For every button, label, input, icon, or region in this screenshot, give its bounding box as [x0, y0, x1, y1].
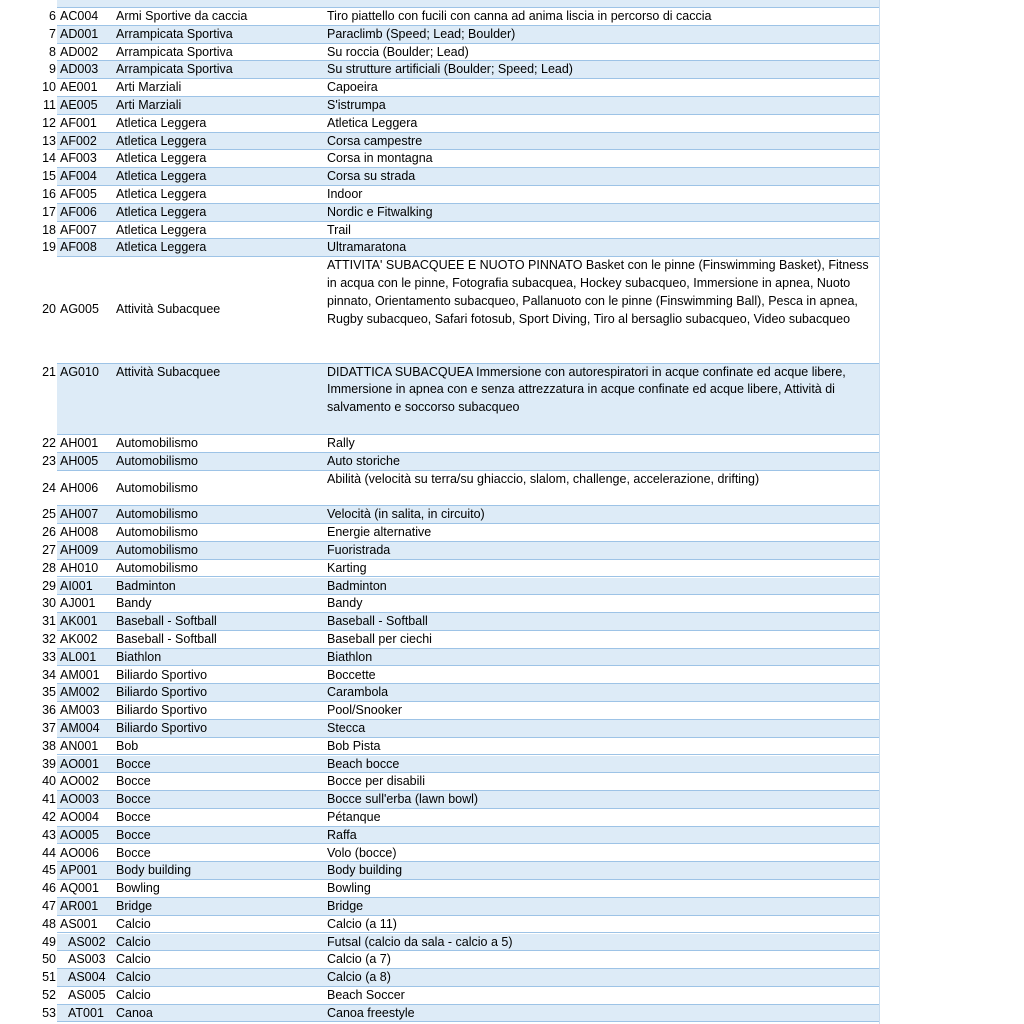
category-cell: Atletica Leggera	[116, 187, 207, 201]
category-cell: Arti Marziali	[116, 98, 182, 112]
code-cell: AS005	[68, 987, 106, 1002]
description-cell: Corsa in montagna	[327, 151, 433, 166]
description-cell: Canoa freestyle	[327, 1005, 415, 1020]
category-cell: Calcio	[116, 952, 151, 967]
table-row	[0, 987, 1024, 1005]
row-number: 42	[42, 809, 56, 824]
table-row	[0, 1005, 1024, 1023]
code-cell: AF005	[60, 187, 97, 201]
table-row	[0, 204, 1024, 222]
code-cell: AK002	[60, 631, 98, 646]
row-number: 50	[42, 952, 56, 967]
description-cell: DIDATTICA SUBACQUEA Immersione con autorespiratori in acque confinate ed acque libere, Immersione in apnea con e senza attrezzatura in acque confinate ed acque libere, Attività di salvamento e soccorso subacqueo	[327, 364, 846, 415]
description-cell: ATTIVITA' SUBACQUEE E NUOTO PINNATO Basket con le pinne (Finswimming Basket), Fitness in acqua con le pinne, Fotografia subacquea, Hockey subacqueo, Immersione in apnea, Nuoto pinnato, Orientamento subacqueo, Pallanuoto con le pinne (Finswimming Ball), Pesca in apnea, Rugby subacqueo, Safari fotosub, Sport Diving, Tiro al bersaglio subacqueo, Video subacqueo	[327, 258, 869, 326]
code-cell: AT001	[68, 1005, 104, 1020]
description-cell: Velocità (in salita, in circuito)	[327, 507, 485, 522]
description-cell: Bridge	[327, 898, 364, 913]
row-number: 15	[42, 169, 56, 184]
table-row	[0, 809, 1024, 827]
row-number: 48	[42, 916, 56, 931]
table-row	[0, 150, 1024, 168]
category-cell: Automobilismo	[116, 507, 198, 522]
code-cell: AF006	[60, 204, 97, 219]
description-cell: Raffa	[327, 827, 357, 842]
row-number: 17	[42, 204, 56, 219]
description-cell: Beach bocce	[327, 756, 400, 771]
row-number: 51	[42, 970, 56, 985]
row-number: 53	[42, 1005, 56, 1020]
category-cell: Automobilismo	[116, 560, 198, 575]
row-number: 47	[42, 898, 56, 913]
row-number: 16	[42, 187, 56, 201]
code-cell: AO004	[60, 809, 99, 824]
description-cell: Atletica Leggera	[327, 115, 418, 130]
row-number: 35	[42, 685, 56, 700]
table-row	[0, 898, 1024, 916]
table-row	[0, 845, 1024, 863]
table-row	[0, 631, 1024, 649]
table-row	[0, 8, 1024, 26]
table-row	[0, 684, 1024, 702]
row-number: 36	[42, 703, 56, 718]
category-cell: Bocce	[116, 774, 151, 789]
description-cell: Su strutture artificiali (Boulder; Speed; Lead)	[327, 62, 573, 77]
table-row	[0, 186, 1024, 204]
category-cell: Biathlon	[116, 649, 162, 664]
row-number: 11	[43, 98, 56, 112]
table-row	[0, 791, 1024, 809]
code-cell: AF007	[60, 222, 97, 237]
table-row	[0, 702, 1024, 720]
row-number: 13	[42, 133, 56, 148]
category-cell: Automobilismo	[116, 542, 198, 557]
category-cell: Badminton	[116, 578, 176, 593]
description-cell: Boccette	[327, 667, 376, 682]
description-cell: Biathlon	[327, 649, 373, 664]
code-cell: AP001	[60, 863, 98, 878]
row-number: 10	[42, 80, 56, 95]
table-row	[0, 613, 1024, 631]
table-row	[0, 756, 1024, 774]
code-cell: AQ001	[60, 881, 99, 896]
code-cell: AF008	[60, 240, 97, 255]
table-row	[0, 720, 1024, 738]
row-number: 25	[42, 507, 56, 522]
row-number: 31	[42, 614, 56, 629]
category-cell: Armi Sportive da caccia	[116, 9, 248, 23]
description-cell: Energie alternative	[327, 525, 432, 540]
code-cell: AR001	[60, 898, 99, 913]
category-cell: Bridge	[116, 898, 153, 913]
table-row	[0, 26, 1024, 44]
row-number: 18	[42, 222, 56, 237]
code-cell: AE001	[60, 80, 98, 95]
description-cell: Tiro piattello con fucili con canna ad anima liscia in percorso di caccia	[327, 9, 712, 23]
description-cell: Capoeira	[327, 80, 378, 95]
description-cell: Rally	[327, 436, 355, 451]
category-cell: Bandy	[116, 596, 152, 611]
description-cell: Volo (bocce)	[327, 845, 397, 860]
row-number: 30	[42, 596, 56, 611]
description-cell: Body building	[327, 863, 403, 878]
table-row	[0, 951, 1024, 969]
code-cell: AE005	[60, 98, 98, 112]
table-row	[0, 471, 1024, 507]
row-number: 26	[42, 525, 56, 540]
row-number: 37	[42, 720, 56, 735]
category-cell: Bocce	[116, 827, 151, 842]
code-cell: AD003	[60, 62, 99, 77]
category-cell: Canoa	[116, 1005, 153, 1020]
code-cell: AH001	[60, 436, 99, 451]
row-number: 28	[42, 560, 56, 575]
description-cell: Calcio (a 7)	[327, 952, 391, 967]
category-cell: Automobilismo	[116, 454, 198, 468]
table-row	[0, 524, 1024, 542]
table-row	[0, 115, 1024, 133]
code-cell: AC004	[60, 9, 99, 23]
code-cell: AS003	[68, 952, 106, 967]
description-cell: Ultramaratona	[327, 240, 407, 255]
description-cell: Bocce sull'erba (lawn bowl)	[327, 792, 479, 807]
category-cell: Baseball - Softball	[116, 614, 217, 629]
category-cell: Attività Subacquee	[116, 302, 221, 317]
row-number: 20	[42, 302, 56, 317]
row-number: 41	[42, 792, 56, 807]
row-number: 24	[42, 480, 56, 495]
category-cell: Automobilismo	[116, 436, 198, 451]
description-cell: Badminton	[327, 578, 387, 593]
row-number: 46	[42, 881, 56, 896]
code-cell: AK001	[60, 614, 98, 629]
code-cell: AF002	[60, 133, 97, 148]
code-cell: AO006	[60, 845, 99, 860]
row-number: 38	[42, 738, 56, 753]
table-row	[0, 738, 1024, 756]
description-cell: S'istrumpa	[327, 98, 386, 112]
description-cell: Bocce per disabili	[327, 774, 425, 789]
table-row	[0, 667, 1024, 685]
row-number: 40	[42, 774, 56, 789]
code-cell: AJ001	[60, 596, 96, 611]
category-cell: Calcio	[116, 970, 151, 985]
code-cell: AS004	[68, 970, 106, 985]
code-cell: AF003	[60, 151, 97, 166]
code-cell: AF001	[60, 115, 97, 130]
category-cell: Biliardo Sportivo	[116, 703, 208, 718]
table-row	[0, 239, 1024, 257]
row-number: 19	[42, 240, 56, 255]
description-cell: Carambola	[327, 685, 389, 700]
table-row	[0, 649, 1024, 667]
code-cell: AO002	[60, 774, 99, 789]
table-row	[0, 595, 1024, 613]
code-cell: AF004	[60, 169, 97, 184]
row-number: 52	[42, 987, 56, 1002]
code-cell: AH005	[60, 454, 99, 468]
row-number: 21	[42, 364, 56, 379]
description-cell: Stecca	[327, 720, 366, 735]
description-cell: Baseball - Softball	[327, 614, 428, 629]
table-row	[0, 934, 1024, 952]
category-cell: Atletica Leggera	[116, 204, 207, 219]
table-row	[0, 168, 1024, 186]
table-row	[0, 560, 1024, 578]
table-row	[0, 862, 1024, 880]
category-cell: Atletica Leggera	[116, 169, 207, 184]
description-cell: Su roccia (Boulder; Lead)	[327, 44, 469, 59]
table-row	[0, 257, 1024, 364]
code-cell: AH006	[60, 480, 99, 495]
table-row	[0, 827, 1024, 845]
category-cell: Bowling	[116, 881, 160, 896]
row-number: 14	[42, 151, 56, 166]
table-row	[0, 773, 1024, 791]
table-row	[0, 79, 1024, 97]
description-cell: Corsa campestre	[327, 133, 423, 148]
code-cell: AH008	[60, 525, 99, 540]
description-cell: Bowling	[327, 881, 371, 896]
row-number: 9	[49, 62, 56, 77]
category-cell: Baseball - Softball	[116, 631, 217, 646]
description-cell: Trail	[327, 222, 351, 237]
category-cell: Body building	[116, 863, 192, 878]
code-cell: AN001	[60, 738, 99, 753]
description-cell: Auto storiche	[327, 454, 400, 468]
row-number: 49	[42, 934, 56, 949]
table-row	[0, 97, 1024, 115]
category-cell: Calcio	[116, 934, 151, 949]
description-cell: Bob Pista	[327, 738, 381, 753]
category-cell: Attività Subacquee	[116, 364, 221, 379]
category-cell: Bob	[116, 738, 139, 753]
description-cell: Calcio (a 8)	[327, 970, 391, 985]
description-cell: Fuoristrada	[327, 542, 391, 557]
code-cell: AH009	[60, 542, 99, 557]
category-cell: Atletica Leggera	[116, 151, 207, 166]
row-number: 39	[42, 756, 56, 771]
category-cell: Bocce	[116, 756, 151, 771]
category-cell: Atletica Leggera	[116, 222, 207, 237]
description-cell: Beach Soccer	[327, 987, 405, 1002]
category-cell: Bocce	[116, 845, 151, 860]
row-number: 22	[42, 436, 56, 451]
row-number: 44	[42, 845, 56, 860]
table-right-border	[879, 0, 880, 1024]
table-row	[0, 133, 1024, 151]
description-cell: Indoor	[327, 187, 363, 201]
code-cell: AM003	[60, 703, 100, 718]
category-cell: Arrampicata Sportiva	[116, 44, 233, 59]
code-cell: AI001	[60, 578, 93, 593]
code-cell: AM002	[60, 685, 100, 700]
row-number: 6	[49, 9, 56, 23]
row-number: 32	[42, 631, 56, 646]
description-cell: Baseball per ciechi	[327, 631, 432, 646]
table-row	[0, 453, 1024, 471]
code-cell: AM001	[60, 667, 100, 682]
table-row	[0, 578, 1024, 596]
code-cell: AO005	[60, 827, 99, 842]
table-row	[0, 61, 1024, 79]
code-cell: AD002	[60, 44, 99, 59]
code-cell: AG010	[60, 364, 99, 379]
category-cell: Automobilismo	[116, 525, 198, 540]
row-number: 34	[42, 667, 56, 682]
description-cell: Futsal (calcio da sala - calcio a 5)	[327, 934, 513, 949]
row-number: 29	[42, 578, 56, 593]
category-cell: Bocce	[116, 792, 151, 807]
code-cell: AH010	[60, 560, 99, 575]
category-cell: Arrampicata Sportiva	[116, 26, 233, 41]
code-cell: AD001	[60, 26, 99, 41]
description-cell: Nordic e Fitwalking	[327, 204, 433, 219]
description-cell: Pool/Snooker	[327, 703, 403, 718]
description-cell: Corsa su strada	[327, 169, 416, 184]
code-cell: AO001	[60, 756, 99, 771]
category-cell: Atletica Leggera	[116, 133, 207, 148]
row-number: 27	[42, 542, 56, 557]
description-cell: Bandy	[327, 596, 363, 611]
row-number: 7	[49, 26, 56, 41]
table-row	[0, 969, 1024, 987]
row-number: 23	[42, 454, 56, 468]
table-row	[0, 506, 1024, 524]
category-cell: Biliardo Sportivo	[116, 685, 208, 700]
table-row	[0, 542, 1024, 560]
row-number: 43	[42, 827, 56, 842]
previous-row-edge	[57, 0, 880, 8]
description-cell: Pétanque	[327, 809, 381, 824]
row-number: 8	[49, 44, 56, 59]
code-cell: AG005	[60, 302, 99, 317]
code-cell: AO003	[60, 792, 99, 807]
category-cell: Bocce	[116, 809, 151, 824]
category-cell: Biliardo Sportivo	[116, 720, 208, 735]
category-cell: Biliardo Sportivo	[116, 667, 208, 682]
category-cell: Arti Marziali	[116, 80, 182, 95]
table-row	[0, 222, 1024, 240]
category-cell: Atletica Leggera	[116, 115, 207, 130]
code-cell: AS002	[68, 934, 106, 949]
code-cell: AH007	[60, 507, 99, 522]
table-row	[0, 44, 1024, 62]
table-row	[0, 916, 1024, 934]
description-cell: Paraclimb (Speed; Lead; Boulder)	[327, 26, 516, 41]
category-cell: Calcio	[116, 987, 151, 1002]
description-cell: Abilità (velocità su terra/su ghiaccio, slalom, challenge, accelerazione, drifting)	[327, 471, 760, 486]
description-cell: Karting	[327, 560, 367, 575]
row-number: 12	[42, 115, 56, 130]
code-cell: AM004	[60, 720, 100, 735]
table-row	[0, 435, 1024, 453]
row-number: 33	[42, 649, 56, 664]
code-cell: AS001	[60, 916, 98, 931]
category-cell: Calcio	[116, 916, 151, 931]
category-cell: Automobilismo	[116, 480, 198, 495]
category-cell: Arrampicata Sportiva	[116, 62, 233, 77]
table-row	[0, 364, 1024, 436]
row-number: 45	[42, 863, 56, 878]
code-cell: AL001	[60, 649, 97, 664]
category-cell: Atletica Leggera	[116, 240, 207, 255]
description-cell: Calcio (a 11)	[327, 916, 397, 931]
table-row	[0, 880, 1024, 898]
